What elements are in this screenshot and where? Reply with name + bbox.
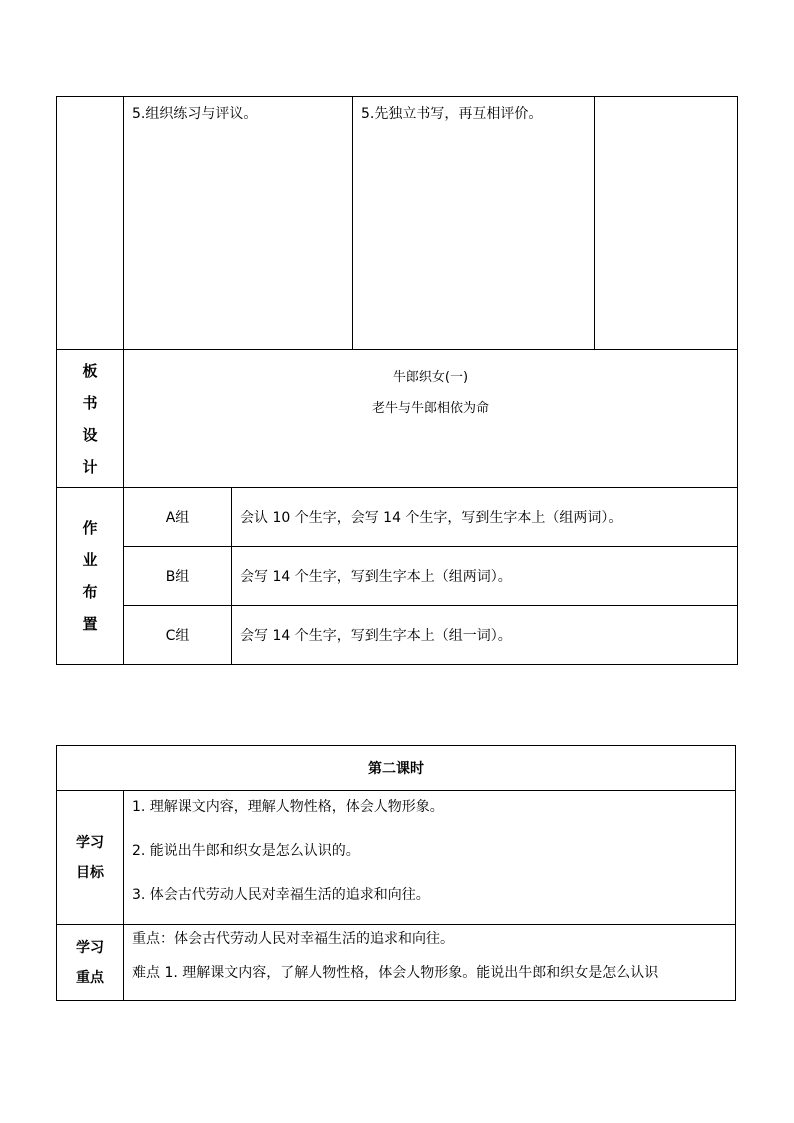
board-design-content: [124, 350, 738, 488]
homework-row-a: [57, 488, 738, 547]
keypoints-row: [57, 925, 736, 1001]
student-activity-text: 5.先独立书写，再互相评价。: [361, 106, 543, 122]
keypoint-item: 难点 1. 理解课文内容，了解人物性格，体会人物形象。能说出牛郎和织女是怎么认识: [132, 965, 659, 981]
homework-group-a: A组: [124, 488, 232, 547]
homework-text-a: 会认 10 个生字，会写 14 个生字，写到生字本上（组两词）。: [232, 488, 738, 547]
teaching-step-row: [57, 97, 738, 350]
session-title: 第二课时: [57, 746, 736, 791]
board-subtitle: 老牛与牛郎相依为命: [372, 401, 490, 416]
objectives-row: [57, 791, 736, 925]
objective-item: 2. 能说出牛郎和织女是怎么认识的。: [132, 843, 360, 859]
notes-cell: [595, 97, 738, 350]
homework-label: 作 业 布 置: [57, 488, 124, 665]
homework-group-b: B组: [124, 547, 232, 606]
lesson-plan-table-2: [56, 745, 736, 1001]
teacher-activity-cell: [124, 97, 353, 350]
objectives-content: [124, 791, 736, 925]
homework-group-c: C组: [124, 606, 232, 665]
objective-item: 3. 体会古代劳动人民对幸福生活的追求和向往。: [132, 887, 430, 903]
objectives-label: 学习 目标: [57, 791, 124, 925]
step-blank-cell: [57, 97, 124, 350]
teacher-activity-text: 5.组织练习与评议。: [132, 106, 258, 122]
objective-item: 1. 理解课文内容，理解人物性格，体会人物形象。: [132, 799, 444, 815]
session-title-row: [57, 746, 736, 791]
board-title: 牛郎织女(一): [392, 370, 469, 385]
homework-row-c: [57, 606, 738, 665]
board-design-row: [57, 350, 738, 488]
board-design-label: 板 书 设 计: [57, 350, 124, 488]
homework-text-c: 会写 14 个生字，写到生字本上（组一词）。: [232, 606, 738, 665]
student-activity-cell: [353, 97, 595, 350]
keypoint-item: 重点：体会古代劳动人民对幸福生活的追求和向往。: [132, 931, 454, 947]
keypoints-content: [124, 925, 736, 1001]
lesson-plan-table-1: [56, 96, 738, 665]
homework-text-b: 会写 14 个生字，写到生字本上（组两词）。: [232, 547, 738, 606]
homework-row-b: [57, 547, 738, 606]
keypoints-label: 学习 重点: [57, 925, 124, 1001]
